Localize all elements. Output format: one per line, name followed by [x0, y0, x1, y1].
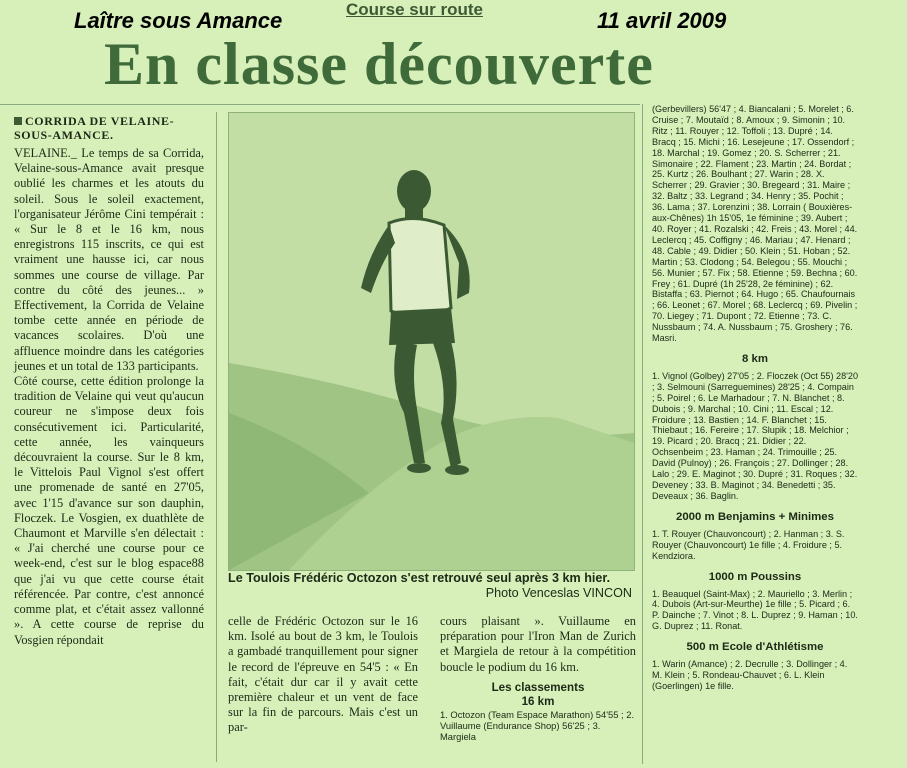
results-column — [652, 104, 858, 692]
date-label: 11 avril 2009 — [597, 8, 727, 33]
article-paragraph: Côté course, cette édition prolonge la tradition de Velaine qui veut qu'aucun coureur ne s'impose deux fois consécutivement ici. Particularité, cette année, les vainqueurs découvraient la course. Sur le 8 km, le Vittelois Paul Vignol s'est offert une promenade de santé en 27'05, avec 1'15 d'avance sur son dauphin, Floczek. Le Vosgien, ex duathlète de Chaumont et Marville s'en délectait : « J'ai cherché une course pour ce week-end, c'est sur le blog espace88 que j'ai vu que cette course était référencée. Par contre, c'est annoncé comme plat, et c'était assez vallonné ». A cette course de reprise du Vosgien répondait — [14, 374, 204, 647]
article-paragraph: VELAINE._ Le temps de sa Corrida, Velaine-sous-Amance avait presque oublié les charmes et les atouts du soleil. Sous le soleil exactement, l'organisateur Jérôme Cini tempérait : « Sur le 8 et le 16 km, nous enregistrons 115 inscrits, ce qui est vraiment une hausse ici, car nous sommes une course de village. Par contre du côté des jeunes... » Effectivement, la Corrida de Velaine tombe cette année en période de vacances scolaires. D'où une affluence moindre dans les catégories jeunes et un total de 133 participants. — [14, 146, 204, 373]
photo-caption — [228, 571, 638, 601]
article-paragraph: cours plaisant ». Vuillaume en préparation pour l'Iron Man de Zurich et Margiela de retour à la compétition boucle le podium du 16 km. — [440, 614, 636, 674]
results-500m-heading: 500 m Ecole d'Athlétisme — [686, 641, 824, 654]
results-16km-list: 1. Octozon (Team Espace Marathon) 54'55 ; 2. Vuillaume (Endurance Shop) 56'25 ; 3. Margiela — [440, 708, 635, 742]
results-1000m-list: 1. Beauquel (Saint-Max) ; 2. Mauriello ; 3. Merlin ; 4. Dubois (Art-sur-Meurthe) 1e fille ; 5. Picard ; 6. P. Dainche ; 7. Vinot ; 8. L. Duprez ; 9. Haman ; 10. G. Duprez ; 11. Ronat. — [652, 588, 858, 632]
results-16km-heading: 16 km — [521, 694, 555, 708]
square-bullet-icon — [14, 117, 22, 125]
article-paragraph: celle de Frédéric Octozon sur le 16 km. Isolé au bout de 3 km, le Toulois a gambadé tranquillement pour signer le record de l'épreuve en 54'5 : « En fait, c'était dur car il y avait cette première chaleur et un vent de face sur la fin de parcours. Mais c'est un par- — [228, 614, 418, 735]
results-2000m-heading: 2000 m Benjamins + Minimes — [676, 510, 834, 523]
article-column-1 — [14, 114, 204, 648]
headline: En classe découverte — [104, 31, 654, 97]
column-divider — [216, 112, 217, 762]
location-label: Laître sous Amance — [74, 8, 283, 33]
article-column-2 — [228, 614, 418, 736]
results-8km-list: 1. Vignol (Golbey) 27'05 ; 2. Floczek (Oct 55) 28'20 ; 3. Selmouni (Sarreguemines) 28'25 ; 4. Compain ; 5. Poirel ; 6. Le Marhadour ; 7. N. Blanchet ; 8. Dubois ; 9. Marchal ; 10. Cini ; 11. Escal ; 12. Froidure ; 13. Bastien ; 14. F. Blanchet ; 15. Thiebaut ; 16. Fereire ; 17. Slupik ; 18. Melchior ; 19. Picard ; 20. Bracq ; 21. Didier ; 22. Ochsenbeim ; 23. Haman ; 24. Trimouille ; 25. David (Pulnoy) ; 26. François ; 27. Dollinger ; 28. Lalo ; 29. E. Maginot ; 30. Dupré ; 31. Roques ; 32. Deveney ; 33. B. Maginot ; 34. Benedetti ; 35. Deveaux ; 36. Baglin. — [652, 370, 858, 501]
section-category: Course sur route — [346, 0, 483, 19]
results-16km-continued: (Gerbevillers) 56'47 ; 4. Biancalani ; 5. Morelet ; 6. Cruise ; 7. Moutaïd ; 8. Amoux ; 9. Simonin ; 10. Ritz ; 11. Rouyer ; 12. Toffoli ; 13. Dupré ; 14. Bracq ; 15. Michi ; 16. Lesejeune ; 17. Ossendorf ; 18. Marchal ; 19. Gomez ; 20. S. Scherrer ; 21. Simonaire ; 22. Flament ; 23. Martin ; 24. Bordat ; 25. Kurtz ; 26. Boulhant ; 27. Warin ; 28. X. Scherrer ; 29. Gravier ; 30. Bregeard ; 31. Maire ; 32. Baltz ; 33. Legrand ; 34. Henry ; 35. Pochit ; 36. Lama ; 37. Lorenzini ; 38. Lorrain ( Bouxières-aux-Chênes) 1h 15'05, 1e féminine ; 39. Aubert ; 40. Royer ; 41. Rozalski ; 42. Freis ; 43. Morel ; 44. Leclercq ; 45. Coffigny ; 46. Mariau ; 47. Henard ; 48. Cable ; 49. Didier ; 50. Klein ; 51. Hoban ; 52. Martin ; 53. Clodong ; 54. Belegou ; 55. Mouchi ; 56. Munier ; 57. Fix ; 58. Etienne ; 59. Bechna ; 60. Frey ; 61. Dupré (1h 25'28, 2e féminine) ; 62. Bistaffa ; 63. Piernot ; 64. Hugo ; 65. Chaufournais ; 66. Leonet ; 67. Morel ; 68. Leclercq ; 69. Pivelin ; 70. Liegey ; 71. Dupont ; 72. Etienne ; 73. C. Nussbaum ; 74. A. Nussbaum ; 75. Groshery ; 76. Masri. — [652, 104, 858, 344]
caption-text: Le Toulois Frédéric Octozon s'est retrouvé seul après 3 km hier. — [228, 571, 611, 585]
photo-credit: Photo Venceslas VINCON — [485, 586, 632, 600]
article-column-3 — [440, 614, 636, 742]
results-heading: Les classements — [491, 680, 585, 694]
results-1000m-heading: 1000 m Poussins — [708, 570, 802, 583]
divider — [0, 104, 640, 105]
runner-illustration — [229, 113, 634, 570]
runner-photo — [228, 112, 635, 571]
results-8km-heading: 8 km — [742, 352, 768, 365]
results-500m-list: 1. Warin (Amance) ; 2. Decrulle ; 3. Dollinger ; 4. M. Klein ; 5. Rondeau-Chauvet ; 6. L. Klein (Goerlingen) 1e fille. — [652, 659, 848, 691]
column-divider — [642, 104, 643, 764]
article-kicker: CORRIDA DE VELAINE-SOUS-AMANCE. — [14, 114, 175, 142]
results-2000m-list: 1. T. Rouyer (Chauvoncourt) ; 2. Hanman ; 3. S. Rouyer (Chauvoncourt) 1e fille ; 4. Froidure ; 5. Kendziora. — [652, 528, 845, 561]
